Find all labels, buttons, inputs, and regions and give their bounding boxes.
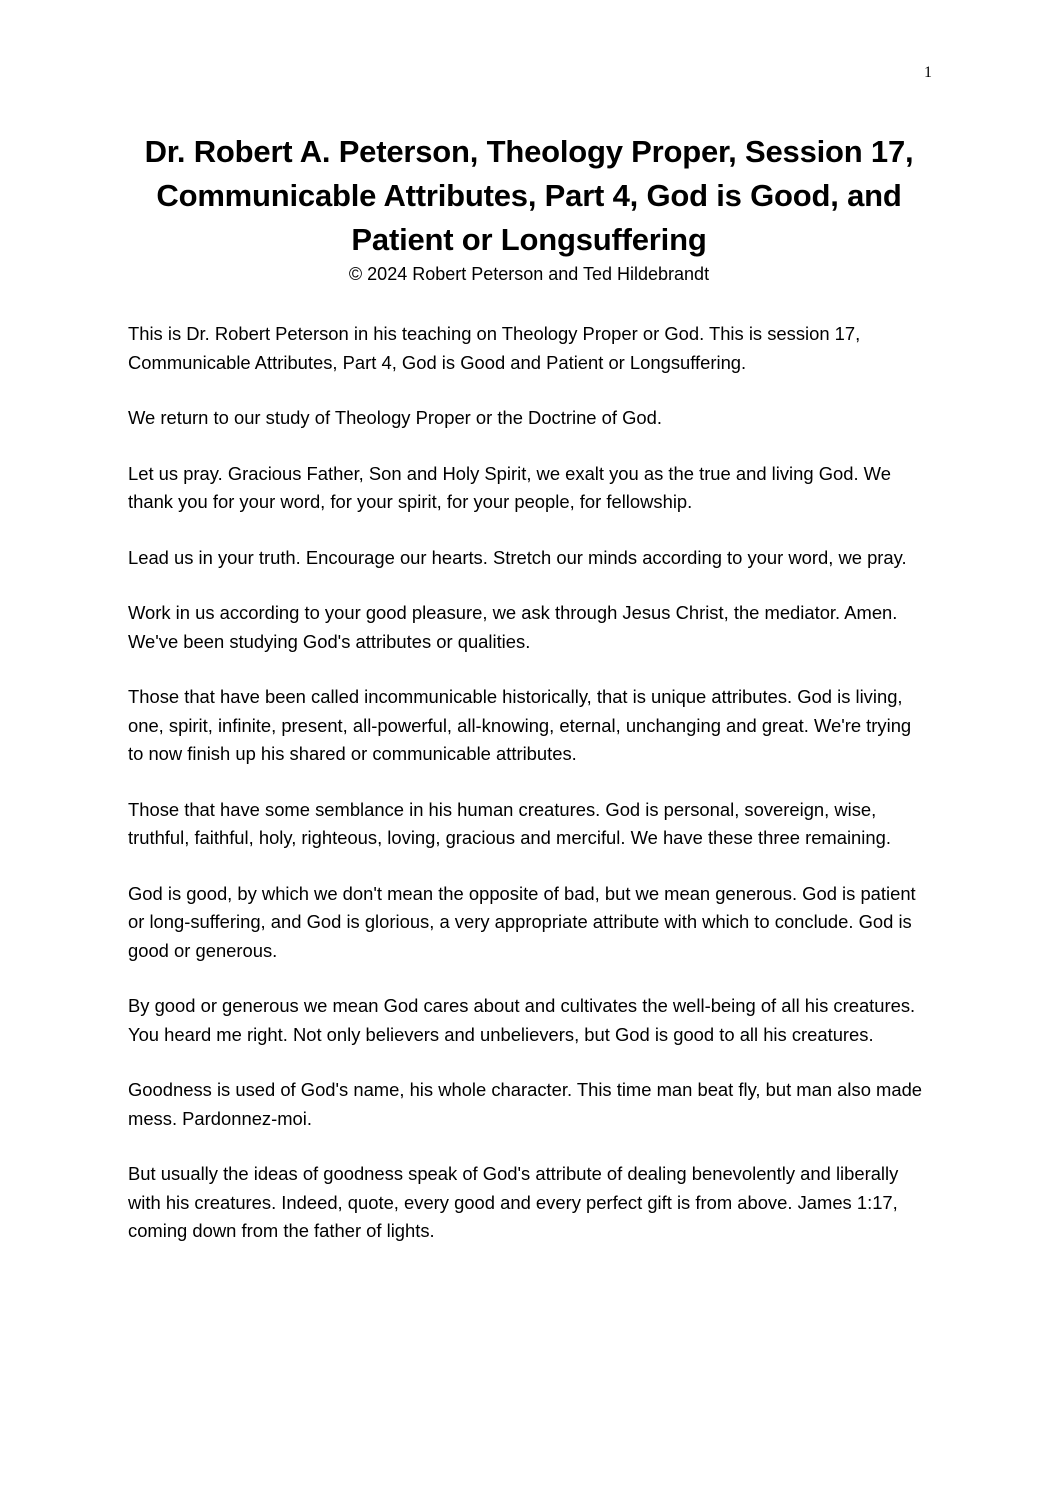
document-header — [110, 130, 948, 286]
paragraph: Lead us in your truth. Encourage our hearts. Stretch our minds according to your word, we pray. — [128, 546, 907, 568]
paragraph: But usually the ideas of goodness speak of God's attribute of dealing benevolently and liberally with his creatures. Indeed, quote, every good and every perfect gift is from above. James 1:17, coming down from the father of lights. — [128, 1163, 899, 1241]
document-title: Dr. Robert A. Peterson, Theology Proper, Session 17, Communicable Attributes, Part 4, God is Good, and Patient or Longsuffering — [144, 134, 914, 257]
copyright-line: © 2024 Robert Peterson and Ted Hildebrandt — [348, 264, 710, 284]
paragraph: Those that have some semblance in his human creatures. God is personal, sovereign, wise, truthful, faithful, holy, righteous, loving, gracious and merciful. We have these three remaining. — [128, 798, 891, 848]
paragraph: By good or generous we mean God cares about and cultivates the well-being of all his creatures. You heard me right. Not only believers and unbelievers, but God is good to all his creatures. — [128, 995, 916, 1045]
transcript-body — [128, 320, 928, 1273]
paragraph: This is Dr. Robert Peterson in his teaching on Theology Proper or God. This is session 17, Communicable Attributes, Part 4, God is Good and Patient or Longsuffering. — [128, 323, 861, 373]
paragraph: Those that have been called incommunicable historically, that is unique attributes. God is living, one, spirit, infinite, present, all-powerful, all-knowing, eternal, unchanging and great. We're trying to now finish up his shared or communicable attributes. — [128, 686, 912, 764]
paragraph: We return to our study of Theology Proper or the Doctrine of God. — [128, 407, 662, 428]
paragraph: Work in us according to your good pleasure, we ask through Jesus Christ, the mediator. Amen. We've been studying God's attributes or qualities. — [128, 602, 898, 652]
page-number: 1 — [924, 64, 932, 81]
paragraph: Goodness is used of God's name, his whole character. This time man beat fly, but man also made mess. Pardonnez-moi. — [128, 1079, 923, 1129]
paragraph: God is good, by which we don't mean the opposite of bad, but we mean generous. God is patient or long-suffering, and God is glorious, a very appropriate attribute with which to conclude. God is good or generous. — [128, 882, 916, 961]
paragraph: Let us pray. Gracious Father, Son and Holy Spirit, we exalt you as the true and living God. We thank you for your word, for your spirit, for your people, for fellowship. — [128, 462, 891, 512]
